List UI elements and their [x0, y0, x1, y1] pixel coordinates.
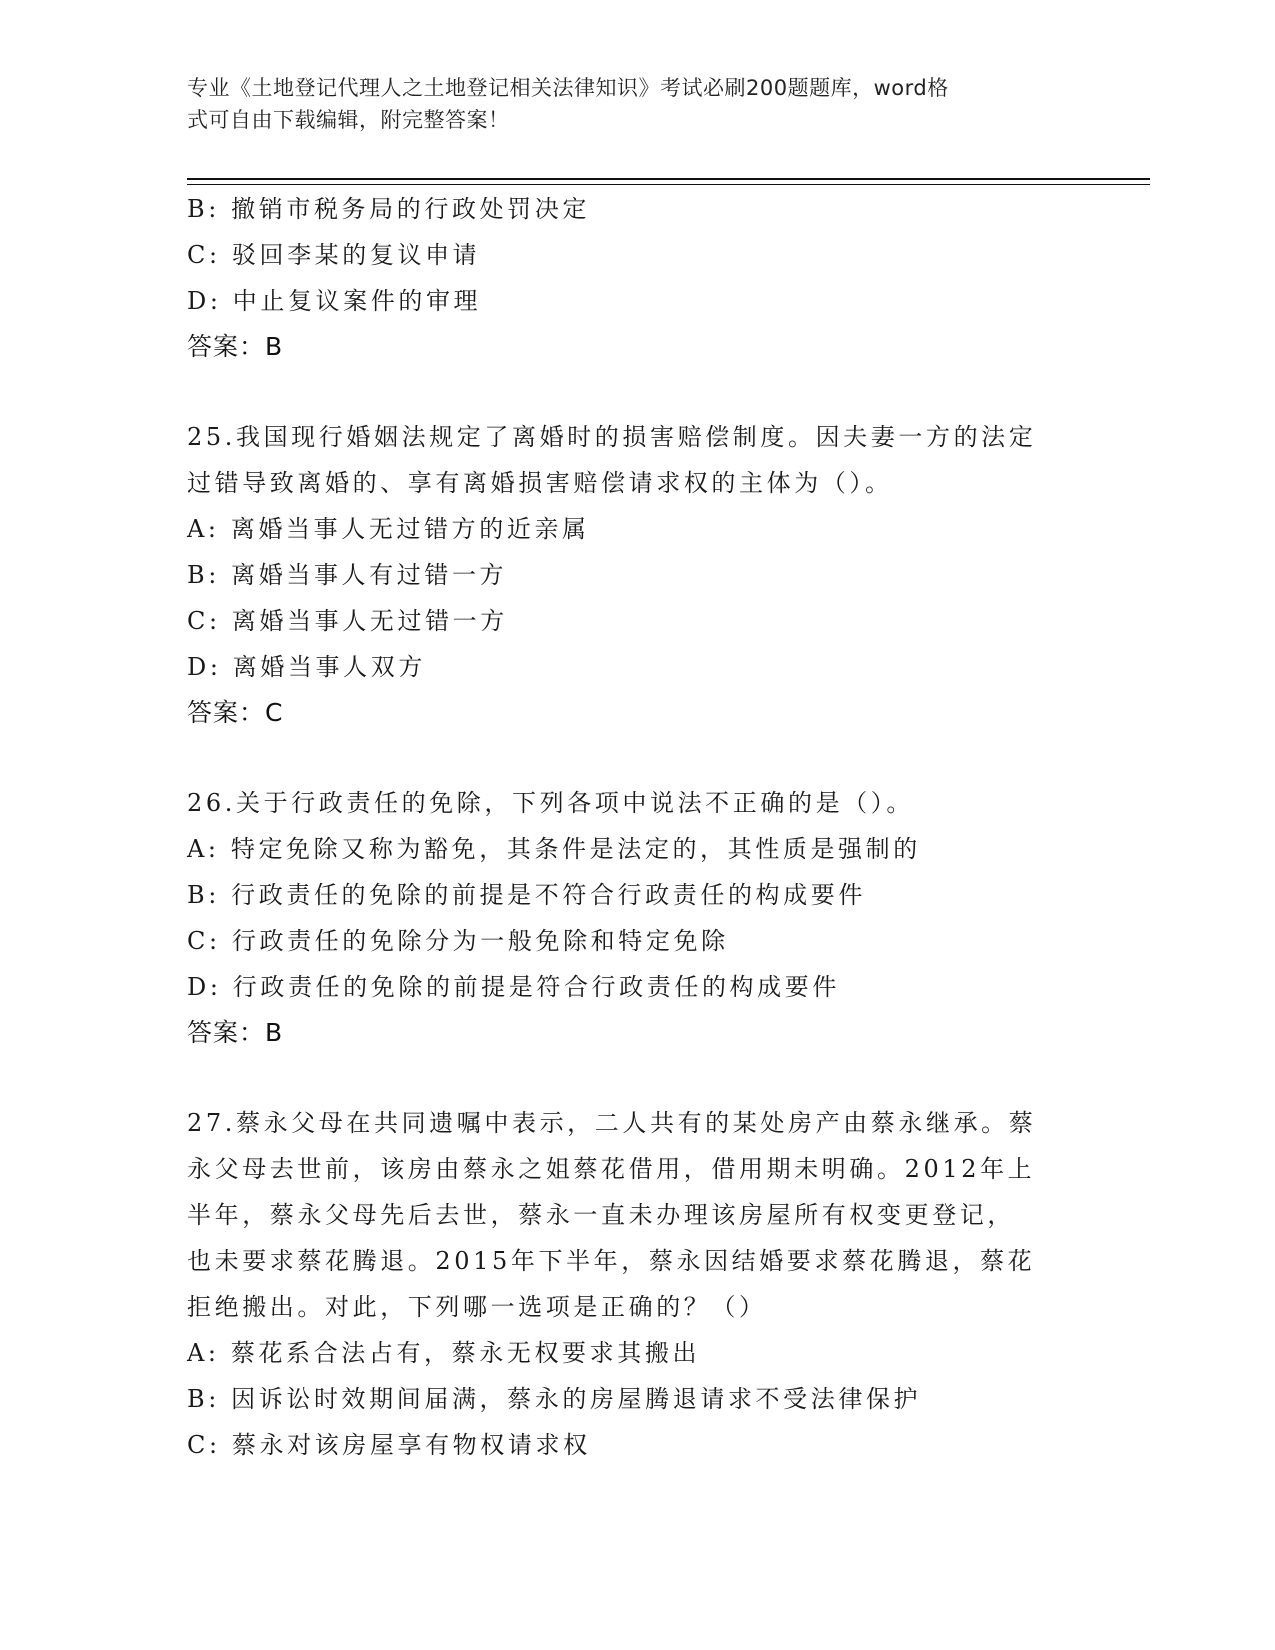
question-list	[187, 186, 1087, 1468]
option-c: C: 行政责任的免除分为一般免除和特定免除	[187, 927, 729, 955]
header-divider-thin	[187, 184, 1150, 185]
question-24	[187, 186, 1087, 370]
question-stem-line: 27.蔡永父母在共同遗嘱中表示，二人共有的某处房产由蔡永继承。蔡	[187, 1109, 1037, 1137]
option-d: D: 行政责任的免除的前提是符合行政责任的构成要件	[187, 973, 840, 1001]
option-a: A: 蔡花系合法占有，蔡永无权要求其搬出	[187, 1339, 701, 1367]
answer-line: 答案：C	[187, 698, 284, 727]
question-stem-line: 26.关于行政责任的免除，下列各项中说法不正确的是（）。	[187, 789, 914, 817]
option-a: A: 特定免除又称为豁免，其条件是法定的，其性质是强制的	[187, 835, 921, 863]
option-d: D: 中止复议案件的审理	[187, 287, 482, 315]
question-stem-line: 拒绝搬出。对此，下列哪一选项是正确的？（）	[187, 1293, 767, 1321]
option-c: C: 离婚当事人无过错一方	[187, 607, 508, 635]
answer-line: 答案：B	[187, 332, 284, 361]
question-stem-line: 半年，蔡永父母先后去世，蔡永一直未办理该房屋所有权变更登记，	[187, 1201, 1015, 1229]
question-stem-line: 25.我国现行婚姻法规定了离婚时的损害赔偿制度。因夫妻一方的法定	[187, 423, 1037, 451]
option-c: C: 蔡永对该房屋享有物权请求权	[187, 1431, 591, 1459]
option-d: D: 离婚当事人双方	[187, 653, 426, 681]
option-b: B: 因诉讼时效期间届满，蔡永的房屋腾退请求不受法律保护	[187, 1385, 922, 1413]
header-line-2: 式可自由下载编辑，附完整答案！	[187, 108, 510, 132]
question-stem-line: 永父母去世前，该房由蔡永之姐蔡花借用，借用期未明确。2012年上	[187, 1155, 1036, 1183]
option-c: C: 驳回李某的复议申请	[187, 241, 481, 269]
option-b: B: 行政责任的免除的前提是不符合行政责任的构成要件	[187, 881, 866, 909]
question-25	[187, 414, 1087, 736]
option-b: B: 撤销市税务局的行政处罚决定	[187, 195, 590, 223]
question-27	[187, 1100, 1087, 1468]
document-header	[187, 72, 1067, 136]
header-divider-thick	[187, 178, 1150, 180]
question-stem-line: 过错导致离婚的、享有离婚损害赔偿请求权的主体为（）。	[187, 469, 893, 497]
header-line-1: 专业《土地登记代理人之土地登记相关法律知识》考试必刷200题题库，word格	[187, 76, 949, 100]
answer-line: 答案：B	[187, 1018, 284, 1047]
question-stem-line: 也未要求蔡花腾退。2015年下半年，蔡永因结婚要求蔡花腾退，蔡花	[187, 1247, 1036, 1275]
question-26	[187, 780, 1087, 1056]
option-b: B: 离婚当事人有过错一方	[187, 561, 508, 589]
option-a: A: 离婚当事人无过错方的近亲属	[187, 515, 590, 543]
